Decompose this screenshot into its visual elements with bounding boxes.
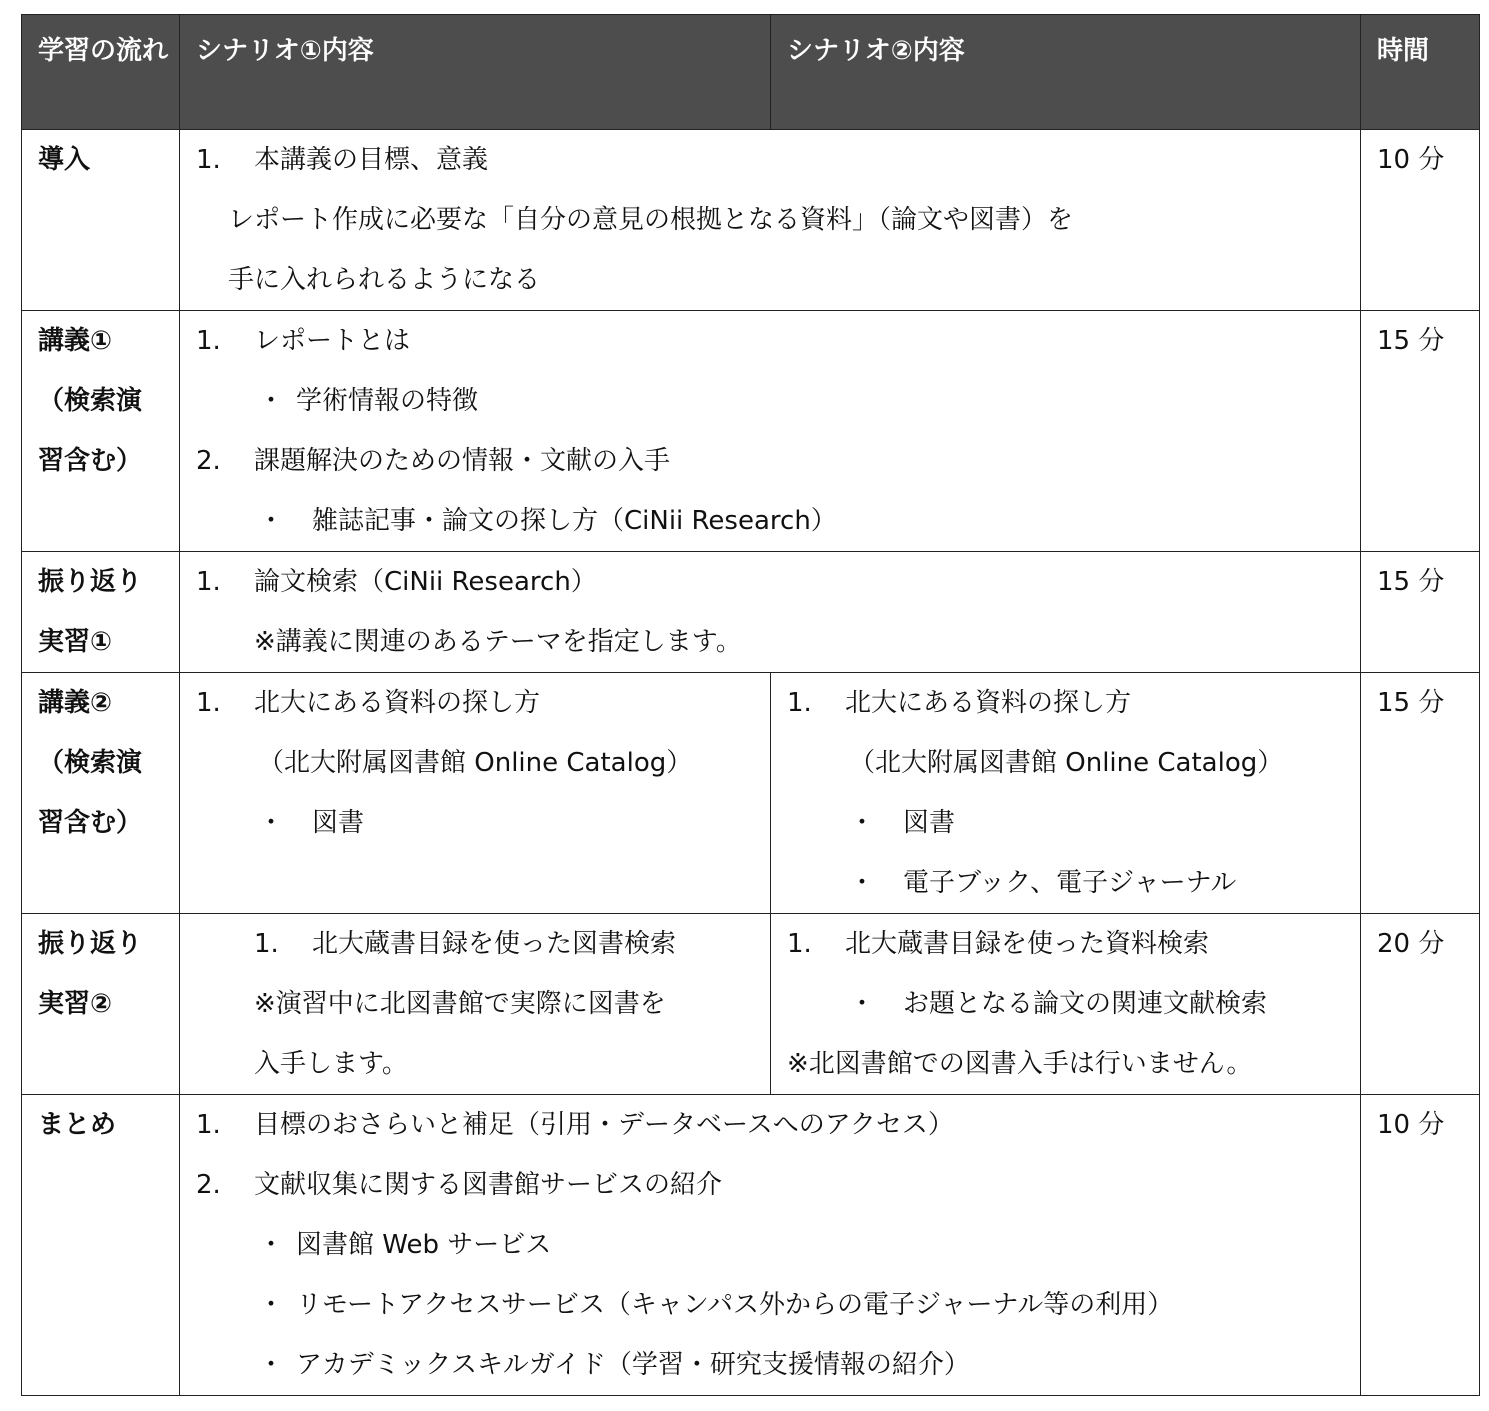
stage-label: まとめ [38, 1110, 117, 1140]
bullet-item: ・ 学術情報の特徴 [258, 386, 479, 416]
time-value: 15 分 [1377, 326, 1445, 356]
bullet-item: ・ 電子ブック、電子ジャーナル [849, 868, 1237, 898]
time-cell [1361, 130, 1480, 311]
text-line: 手に入れられるようになる [228, 265, 541, 295]
stage-cell [22, 311, 180, 552]
stage-label: 講義① [38, 326, 113, 356]
scenario1-cell [180, 673, 771, 914]
stage-cell [22, 673, 180, 914]
row-lecture2 [22, 673, 1480, 914]
content-cell [180, 311, 1361, 552]
list-item: 1. 北大にある資料の探し方 [196, 688, 541, 718]
header-scenario2: シナリオ②内容 [771, 15, 1361, 130]
scenario2-cell [771, 914, 1361, 1095]
bullet-item: ・ 図書館 Web サービス [258, 1230, 552, 1260]
time-value: 15 分 [1377, 688, 1445, 718]
stage-cell [22, 130, 180, 311]
content-cell [180, 130, 1361, 311]
stage-label: 導入 [38, 145, 91, 175]
time-cell [1361, 552, 1480, 673]
row-review2 [22, 914, 1480, 1095]
bullet-item: ・ アカデミックスキルガイド（学習・研究支援情報の紹介） [258, 1350, 970, 1380]
header-flow: 学習の流れ [22, 15, 180, 130]
header-time: 時間 [1361, 15, 1480, 130]
time-cell [1361, 673, 1480, 914]
scenario2-cell [771, 673, 1361, 914]
stage-label: 習含む） [38, 808, 143, 838]
stage-label: （検索演 [38, 386, 143, 416]
content-cell [180, 1095, 1361, 1396]
list-item: 1. 目標のおさらいと補足（引用・データベースへのアクセス） [196, 1110, 954, 1140]
row-intro [22, 130, 1480, 311]
note-line: 入手します。 [254, 1049, 408, 1079]
row-review1 [22, 552, 1480, 673]
time-cell [1361, 1095, 1480, 1396]
stage-label: 振り返り [38, 929, 143, 959]
stage-label: 講義② [38, 688, 113, 718]
stage-label: 実習② [38, 989, 113, 1019]
time-cell [1361, 311, 1480, 552]
stage-cell [22, 914, 180, 1095]
list-item: 1. 北大蔵書目録を使った図書検索 [254, 929, 677, 959]
list-item: 1. 本講義の目標、意義 [196, 145, 489, 175]
bullet-item: ・ 図書 [849, 808, 956, 838]
time-cell [1361, 914, 1480, 1095]
stage-cell [22, 1095, 180, 1396]
note-line: ※講義に関連のあるテーマを指定します。 [254, 627, 742, 657]
bullet-item: ・ お題となる論文の関連文献検索 [849, 989, 1268, 1019]
lesson-plan-table [21, 14, 1480, 1396]
header-row [22, 15, 1480, 130]
time-value: 20 分 [1377, 929, 1445, 959]
text-line: レポート作成に必要な「自分の意見の根拠となる資料」（論文や図書）を [228, 205, 1074, 235]
list-item: 1. 北大蔵書目録を使った資料検索 [787, 929, 1210, 959]
time-value: 10 分 [1377, 145, 1445, 175]
bullet-item: ・ リモートアクセスサービス（キャンパス外からの電子ジャーナル等の利用） [258, 1290, 1174, 1320]
time-value: 10 分 [1377, 1110, 1445, 1140]
stage-label: 振り返り [38, 567, 143, 597]
note-line: ※演習中に北図書館で実際に図書を [254, 989, 666, 1019]
sub-line: （北大附属図書館 Online Catalog） [258, 748, 693, 778]
list-item: 1. レポートとは [196, 326, 411, 356]
time-value: 15 分 [1377, 567, 1445, 597]
bullet-item: ・ 図書 [258, 808, 365, 838]
scenario1-cell [180, 914, 771, 1095]
list-item: 2. 課題解決のための情報・文献の入手 [196, 446, 671, 476]
row-lecture1 [22, 311, 1480, 552]
list-item: 2. 文献収集に関する図書館サービスの紹介 [196, 1170, 723, 1200]
header-scenario1: シナリオ①内容 [180, 15, 771, 130]
content-cell [180, 552, 1361, 673]
note-line: ※北図書館での図書入手は行いません。 [787, 1049, 1253, 1079]
stage-label: 習含む） [38, 446, 143, 476]
row-summary [22, 1095, 1480, 1396]
list-item: 1. 北大にある資料の探し方 [787, 688, 1132, 718]
sub-line: （北大附属図書館 Online Catalog） [849, 748, 1284, 778]
stage-label: （検索演 [38, 748, 143, 778]
stage-label: 実習① [38, 627, 113, 657]
list-item: 1. 論文検索（CiNii Research） [196, 567, 597, 597]
bullet-item: ・ 雑誌記事・論文の探し方（CiNii Research） [258, 506, 837, 536]
stage-cell [22, 552, 180, 673]
